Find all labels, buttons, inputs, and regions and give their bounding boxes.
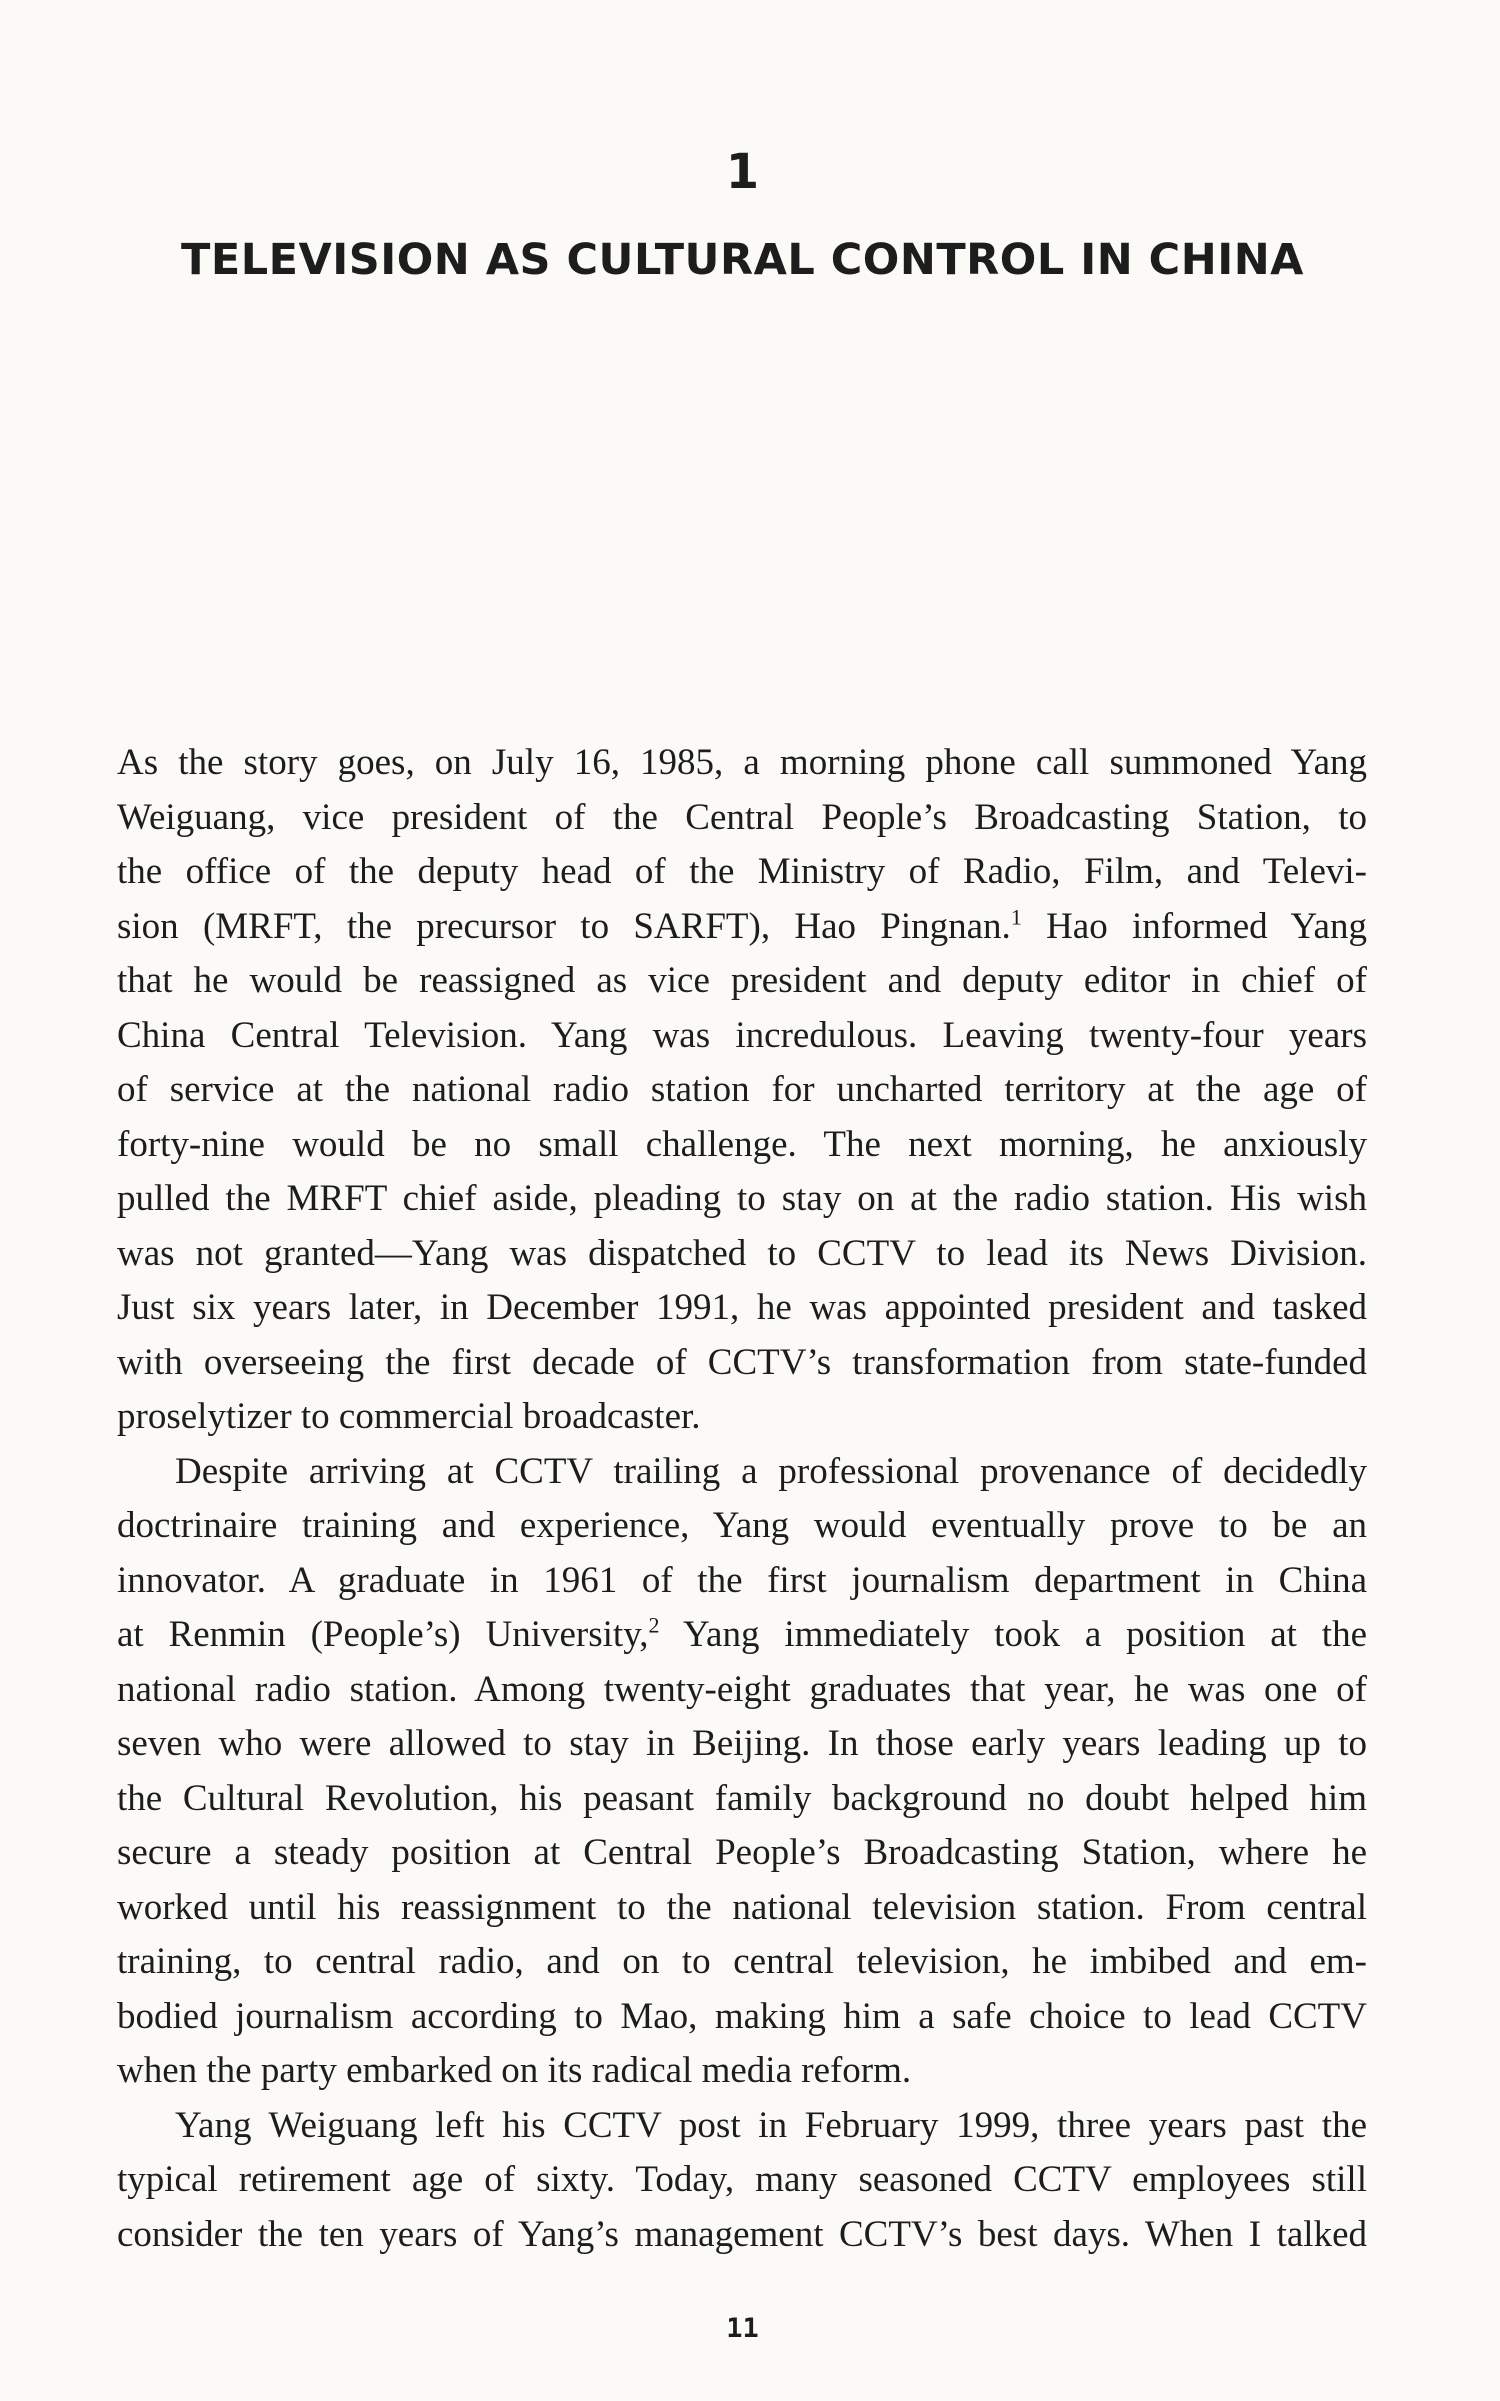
text-line: Just six years later, in December 1991, he was appointed president and tasked <box>117 1287 1367 1328</box>
footnote-marker-2[interactable]: 2 <box>648 1612 660 1638</box>
paragraph-2 <box>117 1445 1367 2099</box>
text-line: with overseeing the first decade of CCTV’s transformation from state-funded <box>117 1341 1367 1383</box>
chapter-title: TELEVISION AS CULTURAL CONTROL IN CHINA <box>181 235 1304 285</box>
paragraph-3 <box>117 2099 1367 2263</box>
text-line: was not granted—Yang was dispatched to CCTV to lead its News Division. <box>117 1232 1367 1274</box>
text-line: national radio station. Among twenty-eight graduates that year, he was one of <box>117 1668 1367 1710</box>
paragraph-1 <box>117 736 1367 1445</box>
chapter-number: 1 <box>725 144 760 200</box>
text-line: secure a steady position at Central People’s Broadcasting Station, where he <box>117 1832 1367 1873</box>
footnote-marker-1[interactable]: 1 <box>1010 904 1022 930</box>
body-text <box>117 736 1367 2262</box>
text-line: Weiguang, vice president of the Central People’s Broadcasting Station, to <box>117 796 1367 838</box>
text-line: doctrinaire training and experience, Yang would eventually prove to be an <box>117 1505 1367 1546</box>
text-line: the office of the deputy head of the Ministry of Radio, Film, and Televi- <box>117 851 1367 892</box>
text-line: Yang Weiguang left his CCTV post in February 1999, three years past the <box>175 2104 1367 2146</box>
text-line: As the story goes, on July 16, 1985, a morning phone call summoned Yang <box>117 742 1367 783</box>
text-line: China Central Television. Yang was incredulous. Leaving twenty-four years <box>117 1014 1367 1056</box>
text-line: proselytizer to commercial broadcaster. <box>117 1396 701 1437</box>
text-line: typical retirement age of sixty. Today, many seasoned CCTV employees still <box>117 2159 1367 2200</box>
text-line: when the party embarked on its radical media reform. <box>117 2050 912 2091</box>
text-line: training, to central radio, and on to central television, he imbibed and em- <box>117 1941 1367 1982</box>
text-line: of service at the national radio station for uncharted territory at the age of <box>117 1069 1367 1110</box>
text-segment: Yang immediately took a position at the <box>659 1614 1367 1655</box>
text-line: the Cultural Revolution, his peasant family background no doubt helped him <box>117 1777 1367 1819</box>
text-line: consider the ten years of Yang’s management CCTV’s best days. When I talked <box>117 2213 1367 2255</box>
text-line: worked until his reassignment to the national television station. From central <box>117 1886 1367 1928</box>
text-segment: Hao informed Yang <box>1021 905 1367 947</box>
text-line: forty-nine would be no small challenge. The next morning, he anxiously <box>117 1123 1367 1165</box>
text-line: that he would be reassigned as vice president and deputy editor in chief of <box>117 960 1367 1001</box>
text-segment: at Renmin (People’s) University, <box>117 1614 649 1655</box>
text-line-with-footnote <box>117 1608 1367 1663</box>
text-line: seven who were allowed to stay in Beijing. In those early years leading up to <box>117 1723 1367 1764</box>
text-line: bodied journalism according to Mao, making him a safe choice to lead CCTV <box>117 1995 1367 2037</box>
text-line: pulled the MRFT chief aside, pleading to stay on at the radio station. His wish <box>117 1178 1367 1219</box>
text-segment: sion (MRFT, the precursor to SARFT), Hao Pingnan. <box>117 905 1011 947</box>
page-number: 11 <box>726 2313 759 2344</box>
text-line: innovator. A graduate in 1961 of the first journalism department in China <box>117 1559 1367 1601</box>
text-line: Despite arriving at CCTV trailing a professional provenance of decidedly <box>175 1450 1367 1492</box>
text-line-with-footnote <box>117 900 1367 955</box>
